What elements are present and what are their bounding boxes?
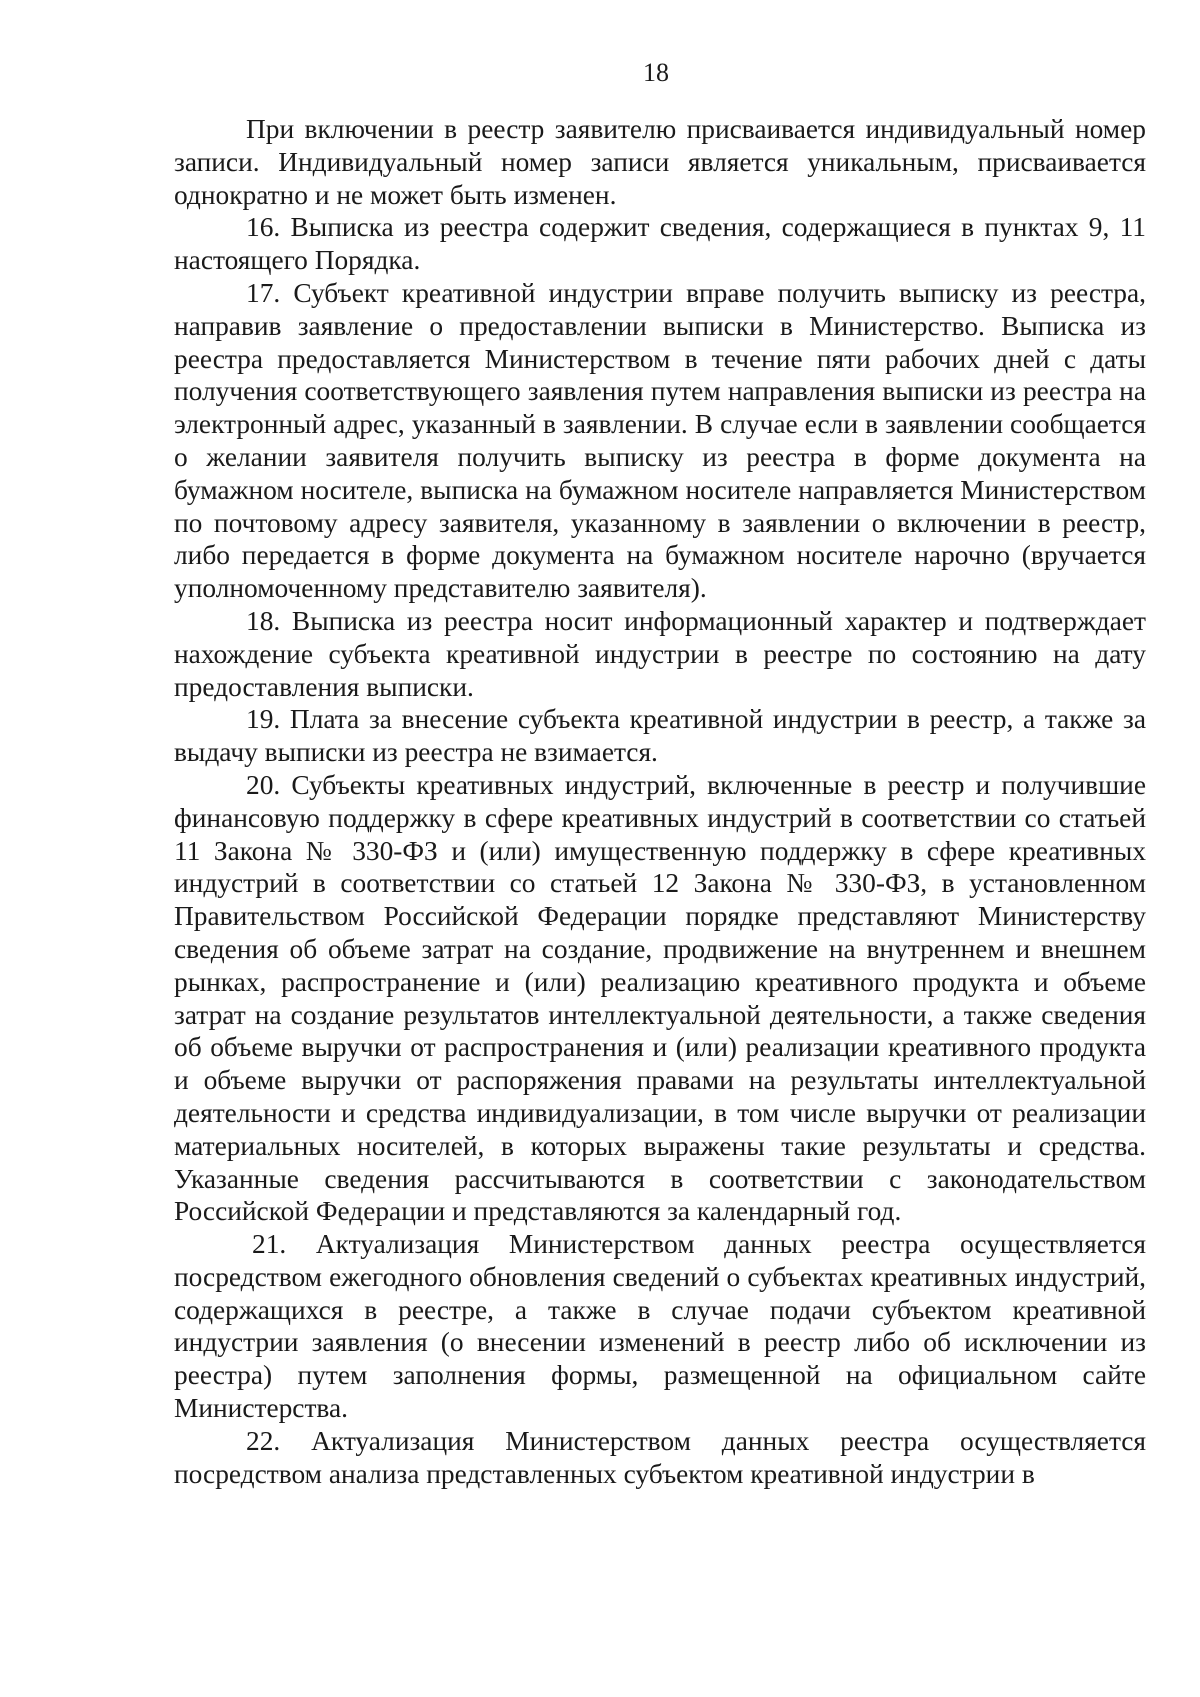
- paragraph-21: 21. Актуализация Министерством данных реестра осуществляется посредством ежегодного обновления сведений о субъектах креативных индустрий, содержащихся в реестре, а также в случае подачи субъектом креативной индустрии заявления (о внесении изменений в реестр либо об исключении из реестра) путем заполнения формы, размещенной на официальном сайте Министерства.: [174, 1229, 1146, 1424]
- paragraph-18: 18. Выписка из реестра носит информационный характер и подтверждает нахождение субъекта креативной индустрии в реестре по состоянию на дату предоставления выписки.: [174, 605, 1146, 702]
- paragraph-16: 16. Выписка из реестра содержит сведения, содержащиеся в пунктах 9, 11 настоящего Порядка.: [174, 212, 1146, 276]
- paragraph-17: 17. Субъект креативной индустрии вправе получить выписку из реестра, направив заявление о предоставлении выписки в Министерство. Выписка из реестра предоставляется Министерством в течение пяти рабочих дней с даты получения соответствующего заявления путем направления выписки из реестра на электронный адрес, указанный в заявлении. В случае если в заявлении сообщается о желании заявителя получить выписку из реестра в форме документа на бумажном носителе, выписка на бумажном носителе направляется Министерством по почтовому адресу заявителя, указанному в заявлении о включении в реестр, либо передается в форме документа на бумажном носителе нарочно (вручается уполномоченному представителю заявителя).: [174, 277, 1146, 604]
- paragraph-20: 20. Субъекты креативных индустрий, включенные в реестр и получившие финансовую поддержку в сфере креативных индустрий в соответствии со статьей 11 Закона № 330-ФЗ и (или) имущественную поддержку в сфере креативных индустрий в соответствии со статьей 12 Закона № 330-ФЗ, в установленном Правительством Российской Федерации порядке представляют Министерству сведения об объеме затрат на создание, продвижение на внутреннем и внешнем рынках, распространение и (или) реализацию креативного продукта и объеме затрат на создание результатов интеллектуальной деятельности, а также сведения об объеме выручки от распространения и (или) реализации креативного продукта и объеме выручки от распоряжения правами на результаты интеллектуальной деятельности и средства индивидуализации, в том числе выручки от реализации материальных носителей, в которых выражены такие результаты и средства. Указанные сведения рассчитываются в соответствии с законодательством Российской Федерации и представляются за календарный год.: [174, 769, 1146, 1227]
- paragraph-22: 22. Актуализация Министерством данных реестра осуществляется посредством анализа представленных субъектом креативной индустрии в: [174, 1425, 1146, 1489]
- page-number: 18: [643, 58, 669, 87]
- document-body: [174, 113, 1146, 1490]
- paragraph-19: 19. Плата за внесение субъекта креативной индустрии в реестр, а также за выдачу выписки из реестра не взимается.: [174, 704, 1146, 768]
- paragraph-registry-number: При включении в реестр заявителю присваивается индивидуальный номер записи. Индивидуальный номер записи является уникальным, присваивается однократно и не может быть изменен.: [174, 114, 1146, 210]
